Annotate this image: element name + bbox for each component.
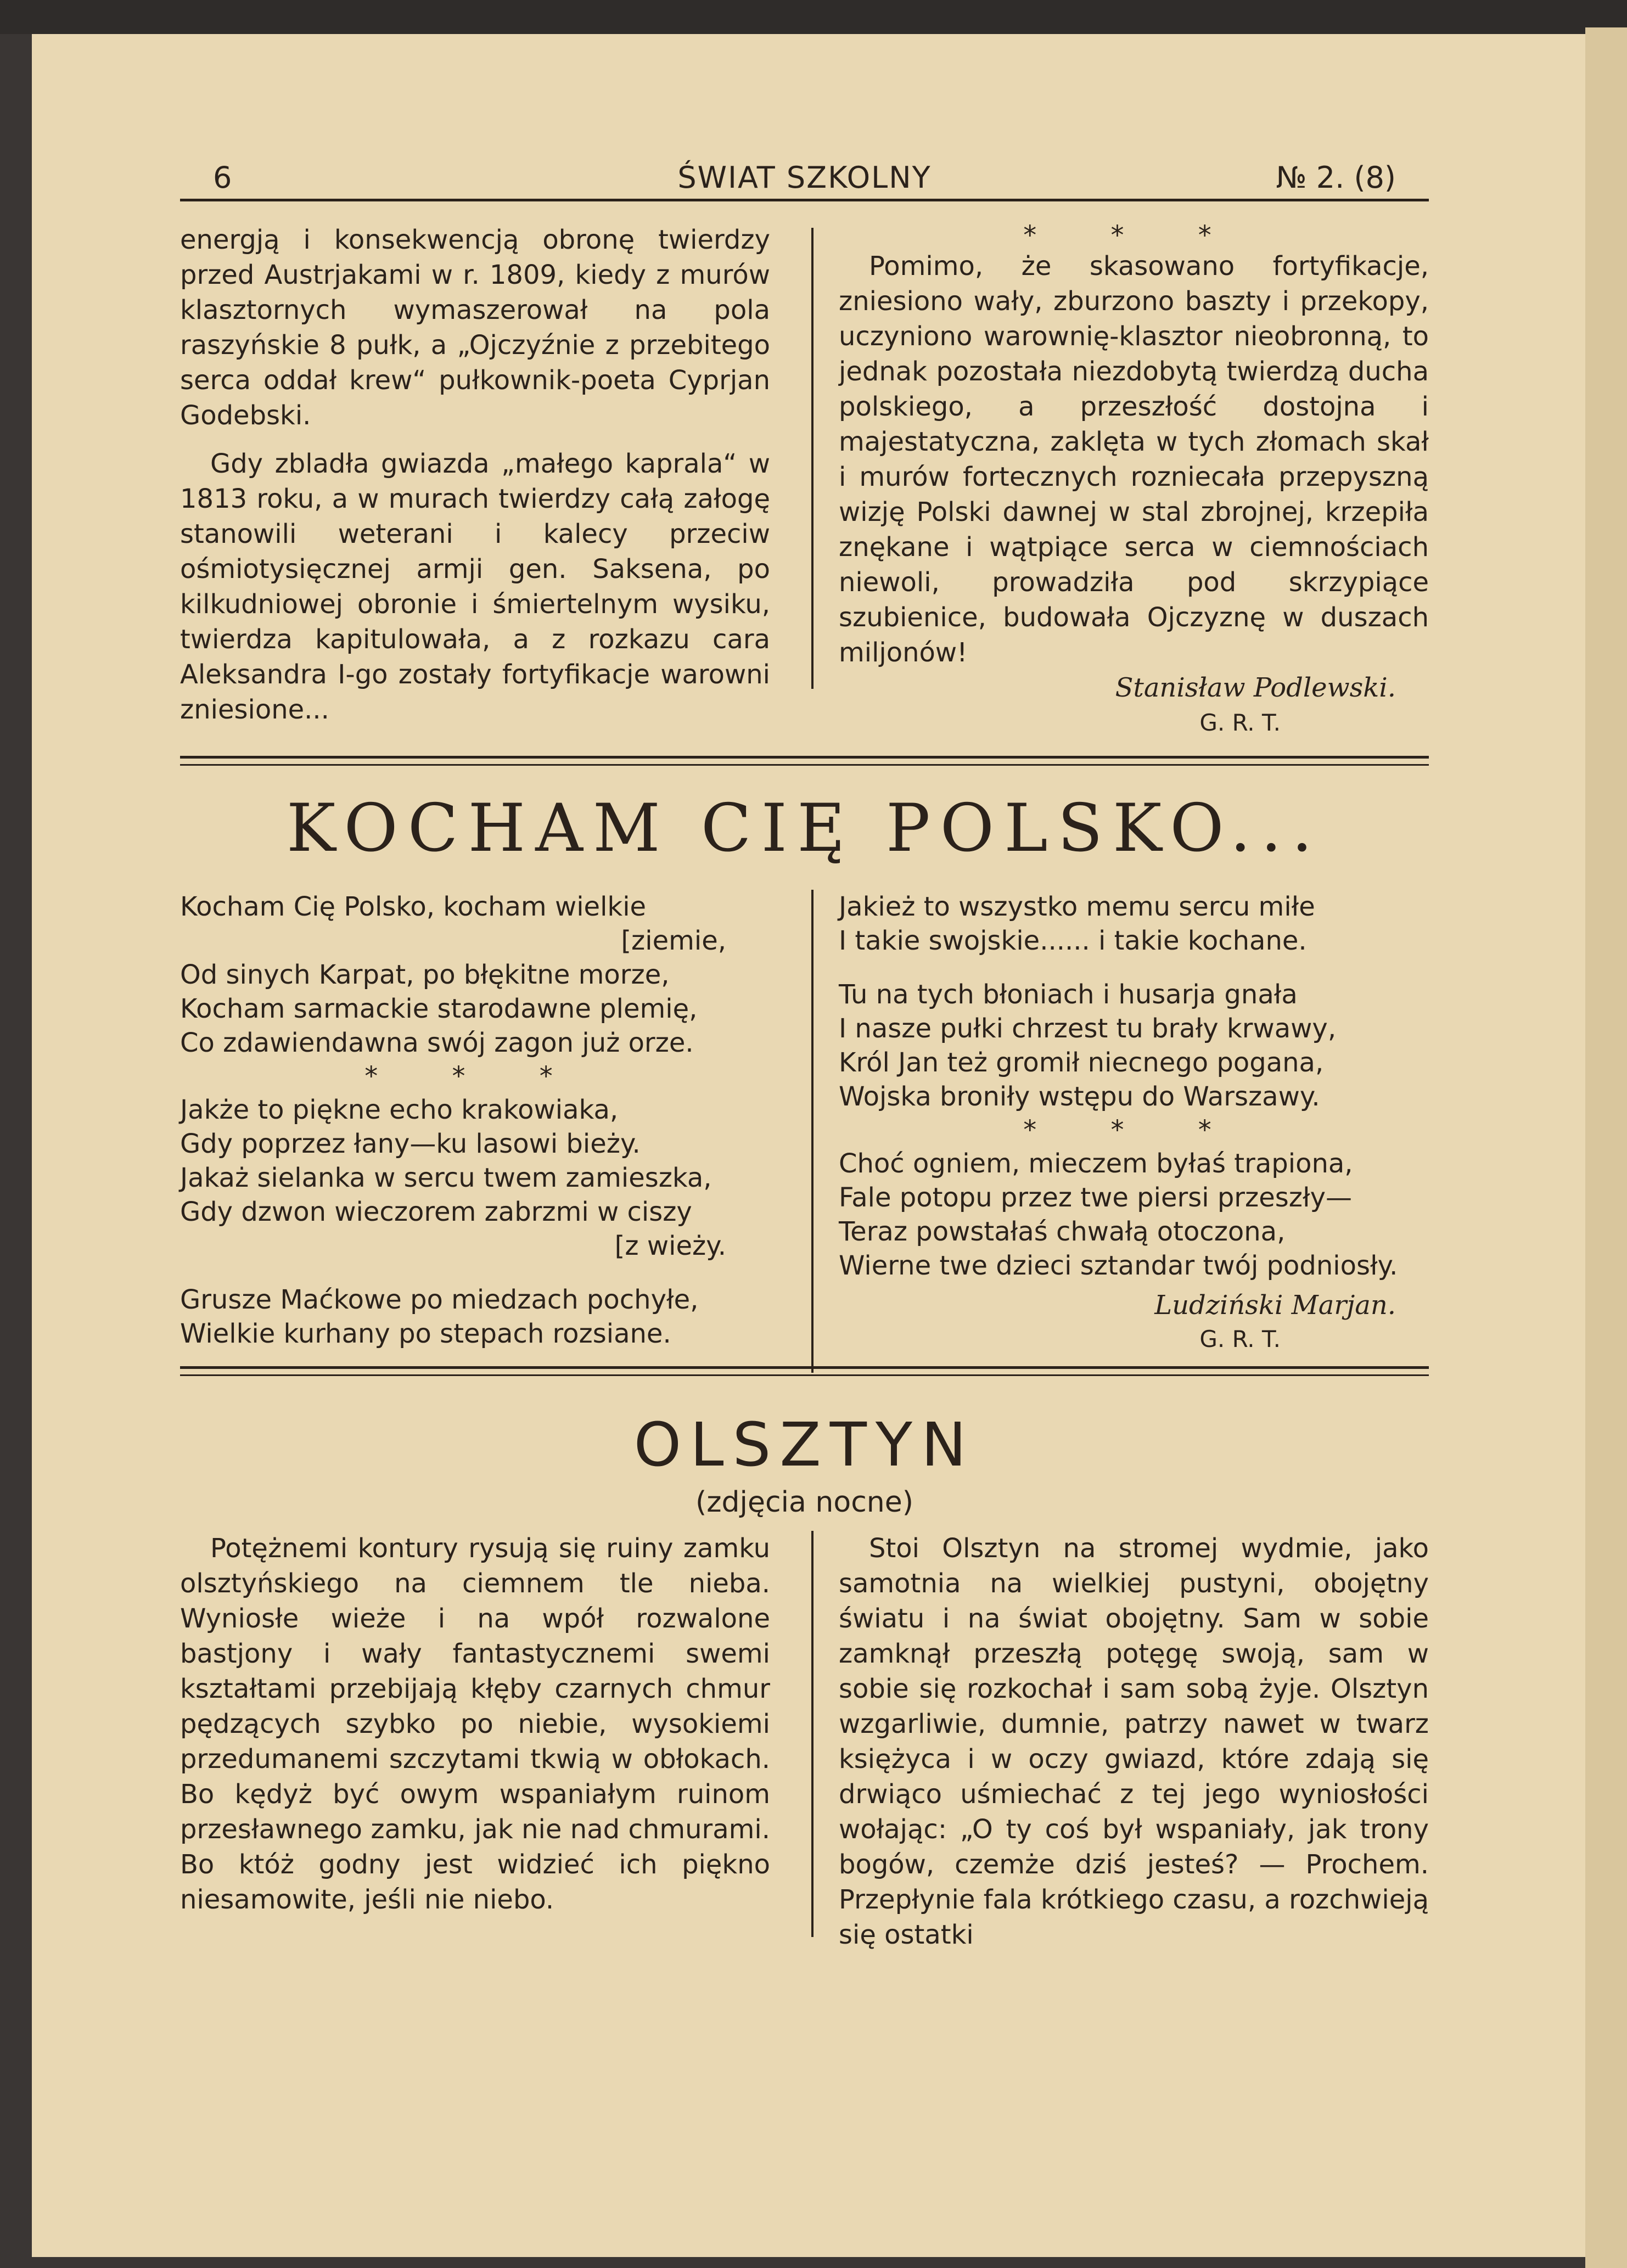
- poem-line: Tu na tych błoniach i husarja gnała: [839, 979, 1298, 1010]
- poem-line: Kocham sarmackie starodawne plemię,: [180, 993, 698, 1024]
- column-divider: [811, 890, 814, 1373]
- poem-line: [z wieży.: [614, 1231, 726, 1261]
- poem-right-column: [839, 890, 1429, 1356]
- author-signature: Stanisław Podlewski.: [1115, 672, 1396, 703]
- top-article-left-column: [180, 222, 770, 740]
- poem-line: Jakież to wszystko memu sercu miłe: [839, 891, 1315, 922]
- poem-title: KOCHAM CIĘ POLSKO...: [286, 790, 1323, 867]
- running-header: [180, 160, 1429, 201]
- poem-line: Jakaż sielanka w sercu twem zamieszka,: [180, 1163, 712, 1193]
- paragraph: Potężnemi kontury rysują się ruiny zamku olsztyńskiego na ciemnem tle nieba. Wyniosłe wieże i na wpół rozwalone bastjony i wały fantastycznemi swemi kształtami przebijają kłęby czarnych chmur pędzących szybko po niebie, wysokiemi przedumanemi szczytami tkwią w obłokach. Bo kędyż być owym wspaniałym ruinom przesławnego zamku, jak nie nad chmurami. Bo któż godny jest widzieć ich piękno niesamowite, jeśli nie niebo.: [180, 1533, 770, 1915]
- poem-line: Król Jan też gromił niecnego pogana,: [839, 1047, 1324, 1078]
- stanza-separator: * * *: [364, 1061, 586, 1092]
- stanza-separator: * * *: [1023, 1115, 1244, 1146]
- document-page: [32, 34, 1585, 2257]
- poem-line: Teraz powstałaś chwałą otoczona,: [839, 1216, 1286, 1247]
- paragraph: Stoi Olsztyn na stromej wydmie, jako samotnia na wielkiej pustyni, obojętny światu i na świat obojętny. Sam w sobie zamknął przeszłą potęgę swoją, sam w sobie się rozkochał i sam sobą żyje. Olsztyn wzgarliwie, dumnie, patrzy nawet w twarz księżyca i w oczy gwiazd, które zdają się drwiąco uśmiechać z tej jego wyniosłości wołając: „O ty coś był wspaniały, jak trony bogów, czemże dziś jesteś? — Prochem. Przepłynie fala krótkiego czasu, a rozchwieją się ostatki: [839, 1533, 1429, 1950]
- poem-line: [ziemie,: [621, 925, 726, 956]
- poem-line: Wierne twe dzieci sztandar twój podniosły.: [839, 1250, 1398, 1281]
- column-divider: [811, 1531, 814, 1937]
- next-page-edge: [1585, 27, 1627, 2268]
- poem-line: Grusze Maćkowe po miedzach pochyłe,: [180, 1284, 699, 1315]
- poem-line: Gdy dzwon wieczorem zabrzmi w ciszy: [180, 1197, 692, 1227]
- olsztyn-left-column: [180, 1531, 770, 1952]
- olsztyn-article: [180, 1531, 1429, 1952]
- poem-line: Wielkie kurhany po stepach rozsiane.: [180, 1318, 671, 1349]
- issue-number: № 2. (8): [1276, 160, 1396, 195]
- poem: [180, 890, 1429, 1356]
- column-divider: [811, 228, 814, 689]
- section-divider: [180, 756, 1429, 766]
- poem-line: Wojska broniły wstępu do Warszawy.: [839, 1081, 1320, 1112]
- poem-line: Fale potopu przez twe piersi przeszły—: [839, 1182, 1353, 1213]
- top-article-right-column: [839, 222, 1429, 740]
- paragraph: energją i konsekwencją obronę twierdzy przed Austrjakami w r. 1809, kiedy z murów klasztornych wymaszerował na pola raszyńskie 8 pułk, a „Ojczyźnie z przebitego serca oddał krew“ pułkownik-poeta Cyprjan Godebski.: [180, 224, 770, 431]
- article-subtitle: (zdjęcia nocne): [695, 1486, 914, 1519]
- poem-line: I takie swojskie...... i takie kochane.: [839, 925, 1307, 956]
- section-divider: [180, 1366, 1429, 1376]
- poem-line: Choć ogniem, mieczem byłaś trapiona,: [839, 1148, 1353, 1179]
- stanza-gap: [839, 958, 1429, 978]
- poem-line: Gdy poprzez łany—ku lasowi bieży.: [180, 1129, 641, 1159]
- page-number: 6: [213, 160, 232, 195]
- section-separator: * * *: [1023, 220, 1244, 251]
- poem-line: I nasze pułki chrzest tu brały krwawy,: [839, 1013, 1337, 1044]
- author-initials: G. R. T.: [1199, 1326, 1281, 1352]
- author-signature: Ludziński Marjan.: [1154, 1290, 1396, 1321]
- poem-line: Kocham Cię Polsko, kocham wielkie: [180, 891, 647, 922]
- poem-left-column: [180, 890, 770, 1356]
- page-content: [180, 160, 1429, 1952]
- poem-line: Jakże to piękne echo krakowiaka,: [180, 1094, 619, 1125]
- poem-line: Co zdawiendawna swój zagon już orze.: [180, 1028, 694, 1058]
- olsztyn-right-column: [839, 1531, 1429, 1952]
- top-article: [180, 222, 1429, 740]
- article-title: OLSZTYN: [633, 1410, 975, 1480]
- paragraph: Gdy zbladła gwiazda „małego kaprala“ w 1813 roku, a w murach twierdzy całą załogę stanowili weterani i kalecy przeciw ośmiotysięcznej armji gen. Saksena, po kilkudniowej obronie i śmiertelnym wysiku, twierdza kapitulowała, a z rozkazu cara Aleksandra I-go zostały fortyfikacje warowni zniesione...: [180, 448, 770, 725]
- author-initials: G. R. T.: [1199, 709, 1281, 736]
- scan-background-top: [0, 0, 1627, 34]
- paragraph: Pomimo, że skasowano fortyfikacje, zniesiono wały, zburzono baszty i przekopy, uczyniono warownię-klasztor nieobronną, to jednak pozostała niezdobytą twierdzą ducha polskiego, a przeszłość dostojna i majestatyczna, zaklęta w tych złomach skał i murów fortecznych rozniecała przepyszną wizję Polski dawnej w stal zbrojnej, krzepiła znękane i wątpiące serca w ciemnościach niewoli, prowadziła pod skrzypiące szubienice, budowała Ojczyznę w duszach miljonów!: [839, 251, 1429, 668]
- stanza-gap: [180, 1263, 770, 1283]
- poem-line: Od sinych Karpat, po błękitne morze,: [180, 959, 670, 990]
- journal-title: ŚWIAT SZKOLNY: [677, 160, 932, 195]
